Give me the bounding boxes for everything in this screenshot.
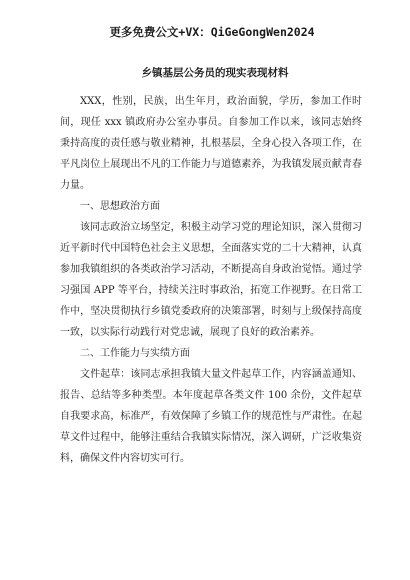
work-paragraph: 文件起草：该同志承担我镇大量文件起草工作，内容涵盖通知、报告、总结等多种类型。本年度起草各类文件 100 余份，文件起草自我要求高，标准严，有效保障了乡镇工作的规范性与严肃性。在起草文件过程中，能够注重结合我镇实际情况，深入调研，广泛收集资料，确保文件内容切实可行。 [60, 369, 362, 464]
promo-banner: 更多免费公文+VX：QiGeGongWen2024 [109, 25, 315, 39]
intro-paragraph: XXX，性别，民族，出生年月，政治面貌，学历，参加工作时间，现任 xxx 镇政府办公室办事员。自参加工作以来，该同志始终秉持高度的责任感与敬业精神，扎根基层，全身心投入各项工作，在平凡岗位上展现出不凡的工作能力与道德素养，为我镇发展贡献青春力量。 [60, 96, 362, 191]
political-paragraph: 该同志政治立场坚定，积极主动学习党的理论知识，深入贯彻习近平新时代中国特色社会主义思想，全面落实党的二十大精神，认真参加我镇组织的各类政治学习活动，不断提高自身政治觉悟。通过学习强国 APP 等平台，持续关注时事政治，拓宽工作视野。在日常工作中，坚决贯彻执行乡镇党委政府的决策部署，时刻与上级保持高度一致，以实际行动践行对党忠诚，展现了良好的政治素养。 [60, 222, 362, 338]
document-title: 乡镇基层公务员的现实表现材料 [141, 67, 289, 79]
section-heading-political: 一、思想政治方面 [80, 201, 160, 212]
section-heading-work: 二、工作能力与实绩方面 [80, 348, 190, 359]
